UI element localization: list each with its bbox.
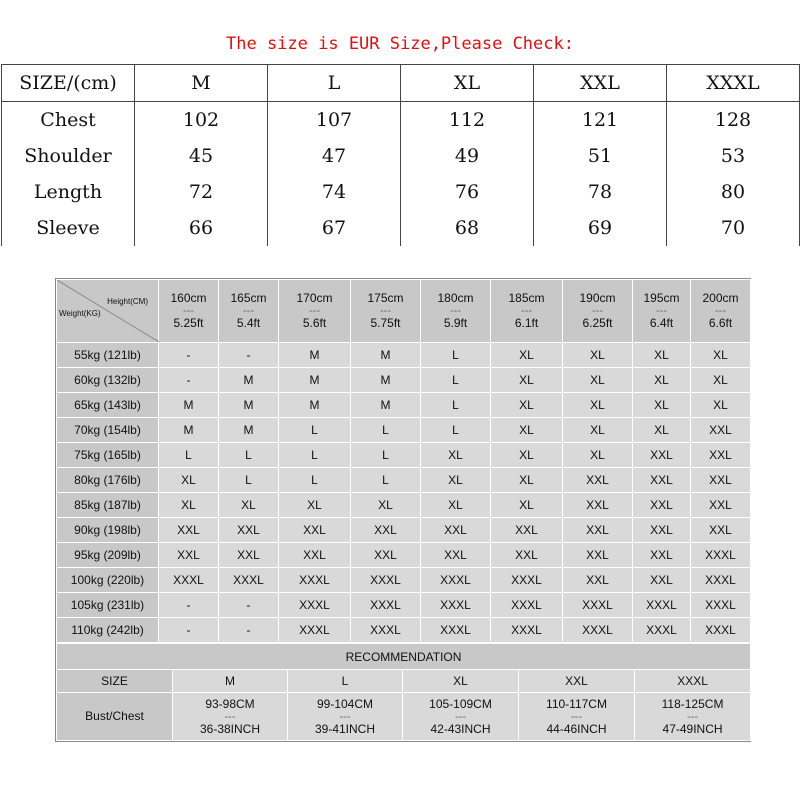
recommendation-bust-row [57,693,751,741]
size-cell: L [421,368,491,393]
size-cell: XL [279,493,351,518]
eur-header-row [2,65,800,102]
size-cell: XXL [219,543,279,568]
size-cell: XXL [491,543,563,568]
size-cell: XXL [633,518,691,543]
eur-row-shoulder [2,138,800,174]
size-cell: XL [563,368,633,393]
weight-label: 55kg (121lb) [57,343,159,368]
weight-row [57,368,751,393]
weight-row [57,418,751,443]
size-cell: M [279,343,351,368]
size-cell: L [279,418,351,443]
height-cm: 200cm [702,291,739,305]
eur-cell: 45 [135,138,268,174]
size-cell: XXXL [491,593,563,618]
height-weight-size-chart [55,278,751,742]
size-cell: XXXL [491,568,563,593]
size-cell: M [219,393,279,418]
height-header-cell [219,280,279,343]
height-cm: 170cm [296,291,333,305]
separator: --- [339,710,351,723]
size-cell: XXXL [279,618,351,643]
size-notice-title: The size is EUR Size,Please Check: [226,34,574,54]
weight-label: 90kg (198lb) [57,518,159,543]
height-ft: 6.25ft [582,316,613,330]
size-cell: XXXL [351,568,421,593]
size-cell: XL [563,443,633,468]
size-cell: XL [691,368,751,393]
eur-row-label: Sleeve [2,210,135,246]
bust-cm: 105-109CM [429,696,492,711]
size-cell: XXL [633,443,691,468]
weight-row [57,618,751,643]
weight-label: 95kg (209lb) [57,543,159,568]
eur-cell: 53 [667,138,800,174]
size-cell: - [219,343,279,368]
size-cell: XL [421,468,491,493]
size-cell: M [279,368,351,393]
size-cell: XXL [563,568,633,593]
size-cell: - [219,593,279,618]
weight-row [57,393,751,418]
eur-row-length [2,174,800,210]
bust-inch: 44-46INCH [546,721,607,736]
eur-row-label: Shoulder [2,138,135,174]
eur-row-label: Chest [2,102,135,139]
eur-cell: 102 [135,102,268,139]
weight-row [57,518,751,543]
size-cell: XL [421,443,491,468]
bust-inch: 36-38INCH [199,721,261,736]
size-cell: XL [219,493,279,518]
size-cell: XL [491,368,563,393]
separator: --- [380,305,391,317]
eur-header-xxl: XXL [534,65,667,102]
height-axis-label: Height(CM) [107,297,148,306]
recommendation-bust-cell [519,693,635,741]
size-cell: XXL [691,443,751,468]
weight-label: 65kg (143lb) [57,393,159,418]
weight-label: 80kg (176lb) [57,468,159,493]
height-ft: 5.75ft [370,316,401,330]
size-cell: XL [691,343,751,368]
height-cm: 185cm [508,291,545,305]
size-cell: XXL [491,518,563,543]
separator: --- [687,710,699,723]
weight-axis-label: Weight(KG) [59,309,101,318]
weight-row [57,543,751,568]
size-cell: XL [633,343,691,368]
size-cell: XL [491,393,563,418]
weight-row [57,468,751,493]
size-label: SIZE [57,670,173,693]
size-cell: XXL [421,543,491,568]
size-cell: XXL [633,468,691,493]
eur-cell: 78 [534,174,667,210]
size-cell: L [279,443,351,468]
height-header-cell [351,280,421,343]
size-cell: L [421,418,491,443]
weight-label: 70kg (154lb) [57,418,159,443]
size-cell: XXXL [633,593,691,618]
size-cell: XXL [633,568,691,593]
size-cell: XXL [421,518,491,543]
size-cell: XXL [219,518,279,543]
recommendation-table [56,643,751,741]
size-cell: XL [421,493,491,518]
bust-cm: 118-125CM [661,696,724,711]
separator: --- [183,305,194,317]
size-cell: XL [691,393,751,418]
eur-cell: 121 [534,102,667,139]
recommendation-size: XL [403,670,519,693]
size-cell: XXXL [421,618,491,643]
size-cell: XXXL [563,618,633,643]
size-cell: XL [491,418,563,443]
recommendation-size-row [57,670,751,693]
bust-inch: 47-49INCH [662,721,723,736]
bust-inch: 42-43INCH [430,721,491,736]
size-cell: XXL [351,518,421,543]
size-cell: XL [491,468,563,493]
height-ft: 6.4ft [649,316,674,330]
eur-cell: 51 [534,138,667,174]
size-cell: XXXL [563,593,633,618]
weight-label: 105kg (231lb) [57,593,159,618]
bust-cm: 93-98CM [205,696,255,711]
size-cell: XXL [563,543,633,568]
size-cell: L [219,468,279,493]
height-ft: 5.4ft [236,316,261,330]
eur-size-table [1,64,800,246]
weight-label: 110kg (242lb) [57,618,159,643]
size-cell: L [421,343,491,368]
separator: --- [656,305,667,317]
size-cell: - [159,368,219,393]
size-cell: M [219,418,279,443]
eur-cell: 49 [401,138,534,174]
height-cm: 165cm [230,291,267,305]
height-header-cell [491,280,563,343]
size-cell: XXXL [491,618,563,643]
eur-cell: 47 [268,138,401,174]
bust-inch: 39-41INCH [314,721,376,736]
size-cell: XL [491,343,563,368]
size-cell: XXXL [279,593,351,618]
size-cell: XXL [563,518,633,543]
size-cell: L [351,468,421,493]
size-cell: XXXL [351,593,421,618]
recommendation-heading: RECOMMENDATION [57,644,751,670]
eur-cell: 70 [667,210,800,246]
weight-label: 85kg (187lb) [57,493,159,518]
height-cm: 160cm [170,291,207,305]
recommendation-size: L [288,670,403,693]
size-cell: L [421,393,491,418]
axis-corner-cell [57,280,159,343]
size-cell: XXL [691,418,751,443]
height-ft: 6.6ft [708,316,733,330]
eur-cell: 128 [667,102,800,139]
size-cell: XXL [691,518,751,543]
separator: --- [571,710,582,723]
eur-row-chest [2,102,800,139]
size-cell: M [279,393,351,418]
height-ft: 6.1ft [514,316,539,330]
eur-cell: 74 [268,174,401,210]
height-weight-table [56,279,751,643]
size-cell: XXL [563,493,633,518]
size-cell: M [351,393,421,418]
eur-header-size: SIZE/(cm) [2,65,135,102]
size-cell: XXL [691,493,751,518]
size-cell: XXXL [691,593,751,618]
separator: --- [450,305,461,317]
size-cell: - [159,343,219,368]
height-header-cell [633,280,691,343]
size-cell: XL [491,443,563,468]
separator: --- [455,710,466,723]
recommendation-bust-cell [635,693,751,741]
height-cm: 175cm [367,291,404,305]
height-header-cell [421,280,491,343]
bust-cm: 110-117CM [546,696,607,711]
size-cell: XL [159,493,219,518]
size-cell: L [351,443,421,468]
size-cell: XXL [691,468,751,493]
size-cell: - [219,618,279,643]
size-cell: XXL [159,543,219,568]
size-cell: XL [491,493,563,518]
weight-row [57,443,751,468]
recommendation-size: M [173,670,288,693]
size-cell: XXXL [421,593,491,618]
weight-label: 75kg (165lb) [57,443,159,468]
height-header-cell [279,280,351,343]
separator: --- [224,710,236,723]
eur-row-sleeve [2,210,800,246]
height-cm: 190cm [579,291,616,305]
size-cell: XXXL [421,568,491,593]
weight-row [57,568,751,593]
height-ft: 5.25ft [173,316,204,330]
size-cell: XXXL [691,543,751,568]
weight-row [57,343,751,368]
eur-row-label: Length [2,174,135,210]
size-cell: - [159,618,219,643]
separator: --- [715,305,726,317]
bust-chest-label: Bust/Chest [57,693,173,741]
separator: --- [592,305,603,317]
eur-cell: 76 [401,174,534,210]
size-cell: - [159,593,219,618]
size-cell: XXL [351,543,421,568]
size-cell: XL [633,368,691,393]
size-cell: M [159,393,219,418]
recommendation-size: XXL [519,670,635,693]
size-cell: M [351,368,421,393]
weight-label: 100kg (220lb) [57,568,159,593]
height-cm: 195cm [643,291,680,305]
eur-header-l: L [268,65,401,102]
size-cell: XXL [159,518,219,543]
size-cell: XL [563,393,633,418]
height-header-cell [563,280,633,343]
recommendation-bust-cell [173,693,288,741]
eur-cell: 69 [534,210,667,246]
eur-cell: 66 [135,210,268,246]
weight-row [57,593,751,618]
size-cell: XL [351,493,421,518]
eur-cell: 67 [268,210,401,246]
height-ft: 5.9ft [443,316,468,330]
size-cell: L [159,443,219,468]
eur-cell: 80 [667,174,800,210]
height-header-cell [159,280,219,343]
separator: --- [521,305,532,317]
size-cell: XXL [633,543,691,568]
size-cell: XXXL [633,618,691,643]
size-cell: XXL [563,468,633,493]
size-cell: XL [633,418,691,443]
size-cell: L [351,418,421,443]
size-cell: L [279,468,351,493]
height-ft: 5.6ft [302,316,327,330]
weight-row [57,493,751,518]
size-cell: XL [563,418,633,443]
recommendation-heading-row [57,644,751,670]
eur-cell: 112 [401,102,534,139]
separator: --- [243,305,254,317]
height-header-row [57,280,751,343]
size-cell: XXL [279,543,351,568]
size-cell: XL [563,343,633,368]
size-cell: XXXL [691,568,751,593]
height-cm: 180cm [437,291,474,305]
recommendation-bust-cell [403,693,519,741]
height-header-cell [691,280,751,343]
size-cell: XXL [279,518,351,543]
size-cell: XXXL [159,568,219,593]
size-cell: XXXL [279,568,351,593]
size-cell: XXL [633,493,691,518]
recommendation-size: XXXL [635,670,751,693]
size-cell: M [159,418,219,443]
eur-cell: 72 [135,174,268,210]
eur-header-xl: XL [401,65,534,102]
bust-cm: 99-104CM [316,696,374,711]
eur-header-m: M [135,65,268,102]
eur-cell: 107 [268,102,401,139]
size-cell: XXXL [219,568,279,593]
size-cell: XXXL [691,618,751,643]
size-cell: M [351,343,421,368]
eur-cell: 68 [401,210,534,246]
size-cell: M [219,368,279,393]
recommendation-bust-cell [288,693,403,741]
size-cell: L [219,443,279,468]
size-cell: XXXL [351,618,421,643]
size-cell: XL [159,468,219,493]
size-cell: XL [633,393,691,418]
weight-label: 60kg (132lb) [57,368,159,393]
separator: --- [309,305,320,317]
eur-header-xxxl: XXXL [667,65,800,102]
